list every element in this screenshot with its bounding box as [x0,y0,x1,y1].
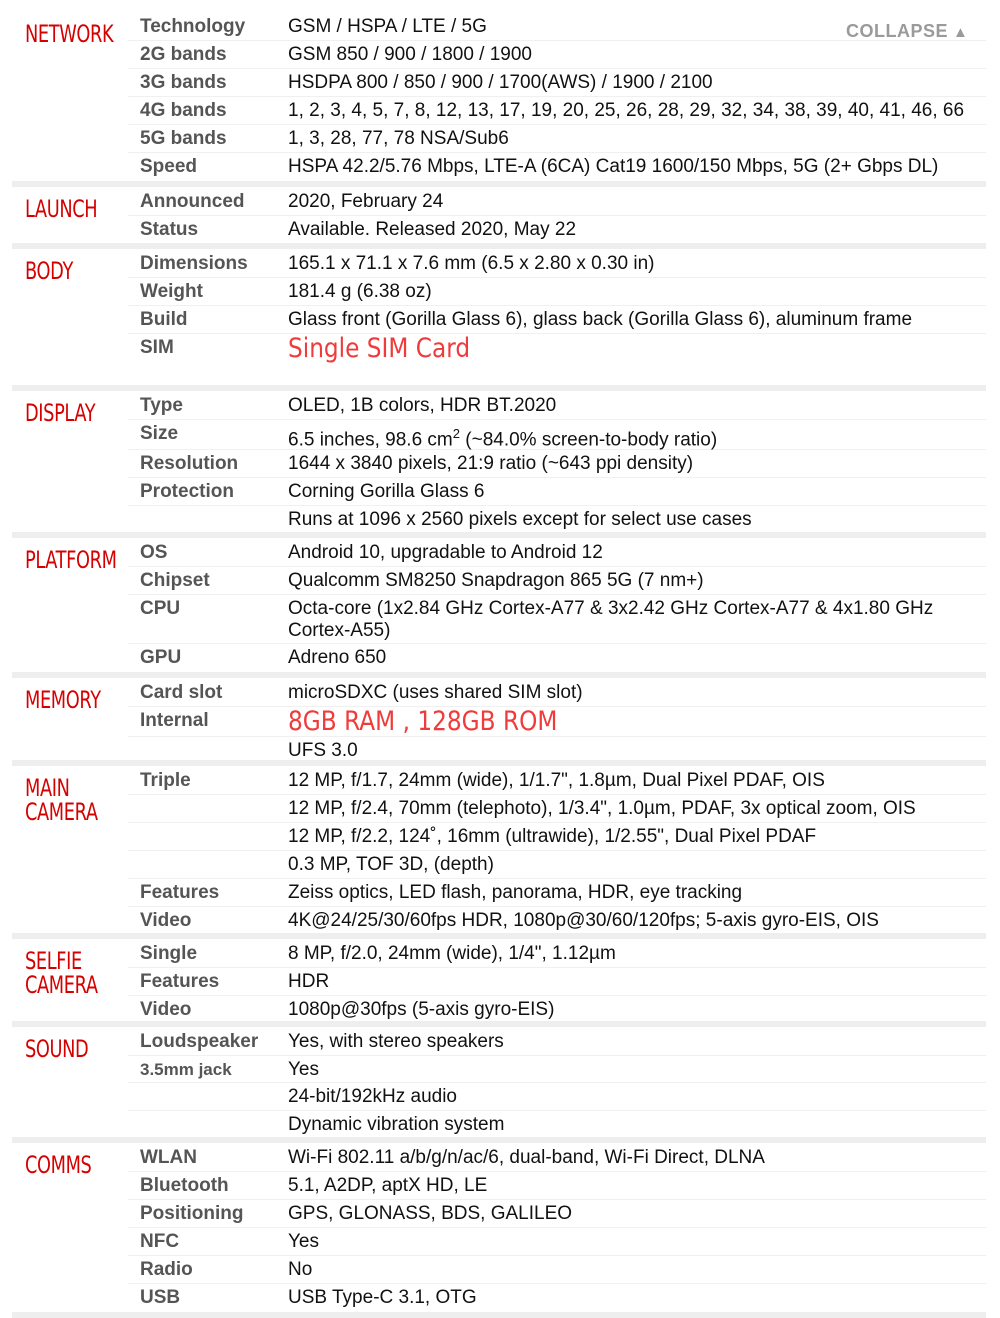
spec-row [128,1111,986,1138]
spec-row [128,1056,986,1083]
spec-label: Type [140,395,183,416]
spec-value [288,420,966,451]
spec-value: Available. Released 2020, May 22 [288,219,577,240]
spec-label: Card slot [140,682,223,703]
spec-label: Radio [140,1259,193,1280]
spec-row [128,907,986,934]
spec-row [128,1200,986,1228]
spec-row [128,567,986,595]
section-memory [12,678,986,766]
spec-value: 5.1, A2DP, aptX HD, LE [288,1175,488,1196]
spec-label: GPU [140,647,182,668]
spec-value: 12 MP, f/1.7, 24mm (wide), 1/1.7", 1.8µm, Dual Pixel PDAF, OIS [288,770,825,791]
spec-label: Speed [140,156,198,177]
spec-value: 1, 3, 28, 77, 78 NSA/Sub6 [288,128,509,149]
spec-value: HSPA 42.2/5.76 Mbps, LTE-A (6CA) Cat19 1600/150 Mbps, 5G (2+ Gbps DL) [288,156,939,177]
section-network [12,12,986,187]
spec-row [128,737,986,761]
spec-value: Android 10, upgradable to Android 12 [288,542,603,563]
spec-label: Status [140,219,199,240]
spec-row [128,595,986,644]
section-title: SELFIE CAMERA [25,947,98,999]
section-launch [12,187,986,249]
spec-row [128,250,986,278]
spec-value-part: 6.5 inches, 98.6 cm [288,429,453,451]
section-selfie-camera [12,939,986,1027]
spec-value: 0.3 MP, TOF 3D, (depth) [288,854,494,875]
spec-value: 165.1 x 71.1 x 7.6 mm (6.5 x 2.80 x 0.30 in) [288,253,655,274]
spec-label: Build [140,309,188,330]
spec-row [128,216,986,244]
spec-row [128,851,986,879]
spec-value-part: (~84.0% screen-to-body ratio) [460,429,718,451]
spec-value: GSM 850 / 900 / 1800 / 1900 [288,44,533,65]
spec-row [128,153,986,182]
spec-label: NFC [140,1231,180,1252]
spec-row [128,1228,986,1256]
spec-label: Loudspeaker [140,1031,259,1052]
spec-value: Qualcomm SM8250 Snapdragon 865 5G (7 nm+) [288,570,704,591]
spec-row [128,679,986,707]
section-title: DISPLAY [25,399,96,427]
spec-row [128,823,986,851]
spec-label: Resolution [140,453,239,474]
spec-row [128,392,986,420]
spec-value: 2020, February 24 [288,191,444,212]
section-body [12,249,986,391]
spec-value: Adreno 650 [288,647,387,668]
spec-value: Wi-Fi 802.11 a/b/g/n/ac/6, dual-band, Wi-Fi Direct, DLNA [288,1147,765,1168]
spec-label: 3G bands [140,72,227,93]
spec-label: CPU [140,598,181,619]
spec-label: Internal [140,710,209,731]
spec-label: Features [140,882,220,903]
spec-row [128,879,986,907]
spec-label: Video [140,999,192,1020]
spec-value: Dynamic vibration system [288,1114,505,1135]
section-title: BODY [25,257,73,285]
spec-row [128,1083,986,1111]
spec-value: 1, 2, 3, 4, 5, 7, 8, 12, 13, 17, 19, 20, 25, 26, 28, 29, 32, 34, 38, 39, 40, 41, 46, 66 [288,100,965,121]
spec-row [128,1028,986,1056]
spec-label: OS [140,542,168,563]
spec-value: No [288,1259,313,1280]
section-title: LAUNCH [25,195,98,223]
spec-row [128,188,986,216]
spec-value: 4K@24/25/30/60fps HDR, 1080p@30/60/120fps; 5-axis gyro-EIS, OIS [288,910,879,931]
spec-value: 1080p@30fps (5-axis gyro-EIS) [288,999,555,1020]
spec-value: USB Type-C 3.1, OTG [288,1287,477,1308]
spec-label: Technology [140,16,246,37]
superscript: 2 [452,426,460,441]
spec-value: Corning Gorilla Glass 6 [288,481,485,502]
spec-label: WLAN [140,1147,197,1168]
spec-row [128,420,986,450]
spec-label: 2G bands [140,44,227,65]
spec-row [128,306,986,334]
spec-row [128,69,986,97]
spec-label: Size [140,423,179,444]
spec-label: Chipset [140,570,210,591]
spec-value: Yes, with stereo speakers [288,1031,504,1052]
section-title: SOUND [25,1035,89,1063]
spec-row [128,996,986,1023]
section-title: MAIN CAMERA [25,774,98,826]
section-title: NETWORK [25,20,114,48]
spec-label: SIM [140,337,174,358]
spec-value: microSDXC (uses shared SIM slot) [288,682,583,703]
spec-label: USB [140,1287,181,1308]
spec-label: Video [140,910,192,931]
spec-value: 1644 x 3840 pixels, 21:9 ratio (~643 ppi density) [288,453,694,474]
triangle-up-icon: ▲ [953,24,969,41]
spec-value: HSDPA 800 / 850 / 900 / 1700(AWS) / 1900 / 2100 [288,72,713,93]
highlight-value: 8GB RAM , 128GB ROM [288,706,558,737]
spec-row [128,539,986,567]
spec-row [128,278,986,306]
spec-value: HDR [288,971,330,992]
spec-label: Single [140,943,198,964]
spec-value: Yes [288,1231,319,1252]
spec-value: Yes [288,1059,319,1080]
spec-value: 181.4 g (6.38 oz) [288,281,432,302]
spec-value: 12 MP, f/2.2, 124˚, 16mm (ultrawide), 1/2.55", Dual Pixel PDAF [288,826,817,847]
spec-label: Weight [140,281,203,302]
collapse-button[interactable] [846,21,968,42]
spec-row [128,644,986,672]
spec-row [128,478,986,506]
spec-row [128,125,986,153]
spec-label: 5G bands [140,128,227,149]
spec-value: OLED, 1B colors, HDR BT.2020 [288,395,557,416]
spec-row [128,1172,986,1200]
section-main-camera [12,766,986,939]
section-platform [12,538,986,678]
collapse-label: COLLAPSE [846,21,949,41]
section-comms [12,1143,986,1318]
section-display [12,391,986,538]
spec-label: Announced [140,191,245,212]
spec-value: Zeiss optics, LED flash, panorama, HDR, eye tracking [288,882,743,903]
spec-row [128,795,986,823]
spec-row [128,767,986,795]
spec-row [128,506,986,533]
spec-row [128,97,986,125]
spec-label: 3.5mm jack [140,1060,232,1079]
section-title: COMMS [25,1151,92,1179]
spec-label: Triple [140,770,191,791]
spec-value: 8 MP, f/2.0, 24mm (wide), 1/4", 1.12µm [288,943,616,964]
spec-label: Dimensions [140,253,248,274]
spec-value: Glass front (Gorilla Glass 6), glass back (Gorilla Glass 6), aluminum frame [288,309,913,330]
spec-label: Features [140,971,220,992]
section-title: PLATFORM [25,546,117,574]
spec-label: Positioning [140,1203,244,1224]
spec-row [128,968,986,996]
section-sound [12,1027,986,1143]
spec-label: Bluetooth [140,1175,229,1196]
spec-row [128,707,986,737]
spec-row [128,1144,986,1172]
spec-row [128,1256,986,1284]
spec-row [128,334,986,366]
spec-value: GSM / HSPA / LTE / 5G [288,16,487,37]
spec-label: 4G bands [140,100,227,121]
spec-label: Protection [140,481,234,502]
section-title: MEMORY [25,686,101,714]
spec-value: Runs at 1096 x 2560 pixels except for select use cases [288,509,752,530]
spec-value: Octa-core (1x2.84 GHz Cortex-A77 & 3x2.42 GHz Cortex-A77 & 4x1.80 GHz Cortex-A55) [288,598,934,641]
spec-value: GPS, GLONASS, BDS, GALILEO [288,1203,573,1224]
spec-row [128,940,986,968]
highlight-value: Single SIM Card [288,333,471,364]
spec-row [128,41,986,69]
spec-value: UFS 3.0 [288,740,358,761]
spec-row [128,1284,986,1312]
spec-value: 24-bit/192kHz audio [288,1086,457,1107]
spec-row [128,450,986,478]
spec-value: 12 MP, f/2.4, 70mm (telephoto), 1/3.4", 1.0µm, PDAF, 3x optical zoom, OIS [288,798,916,819]
